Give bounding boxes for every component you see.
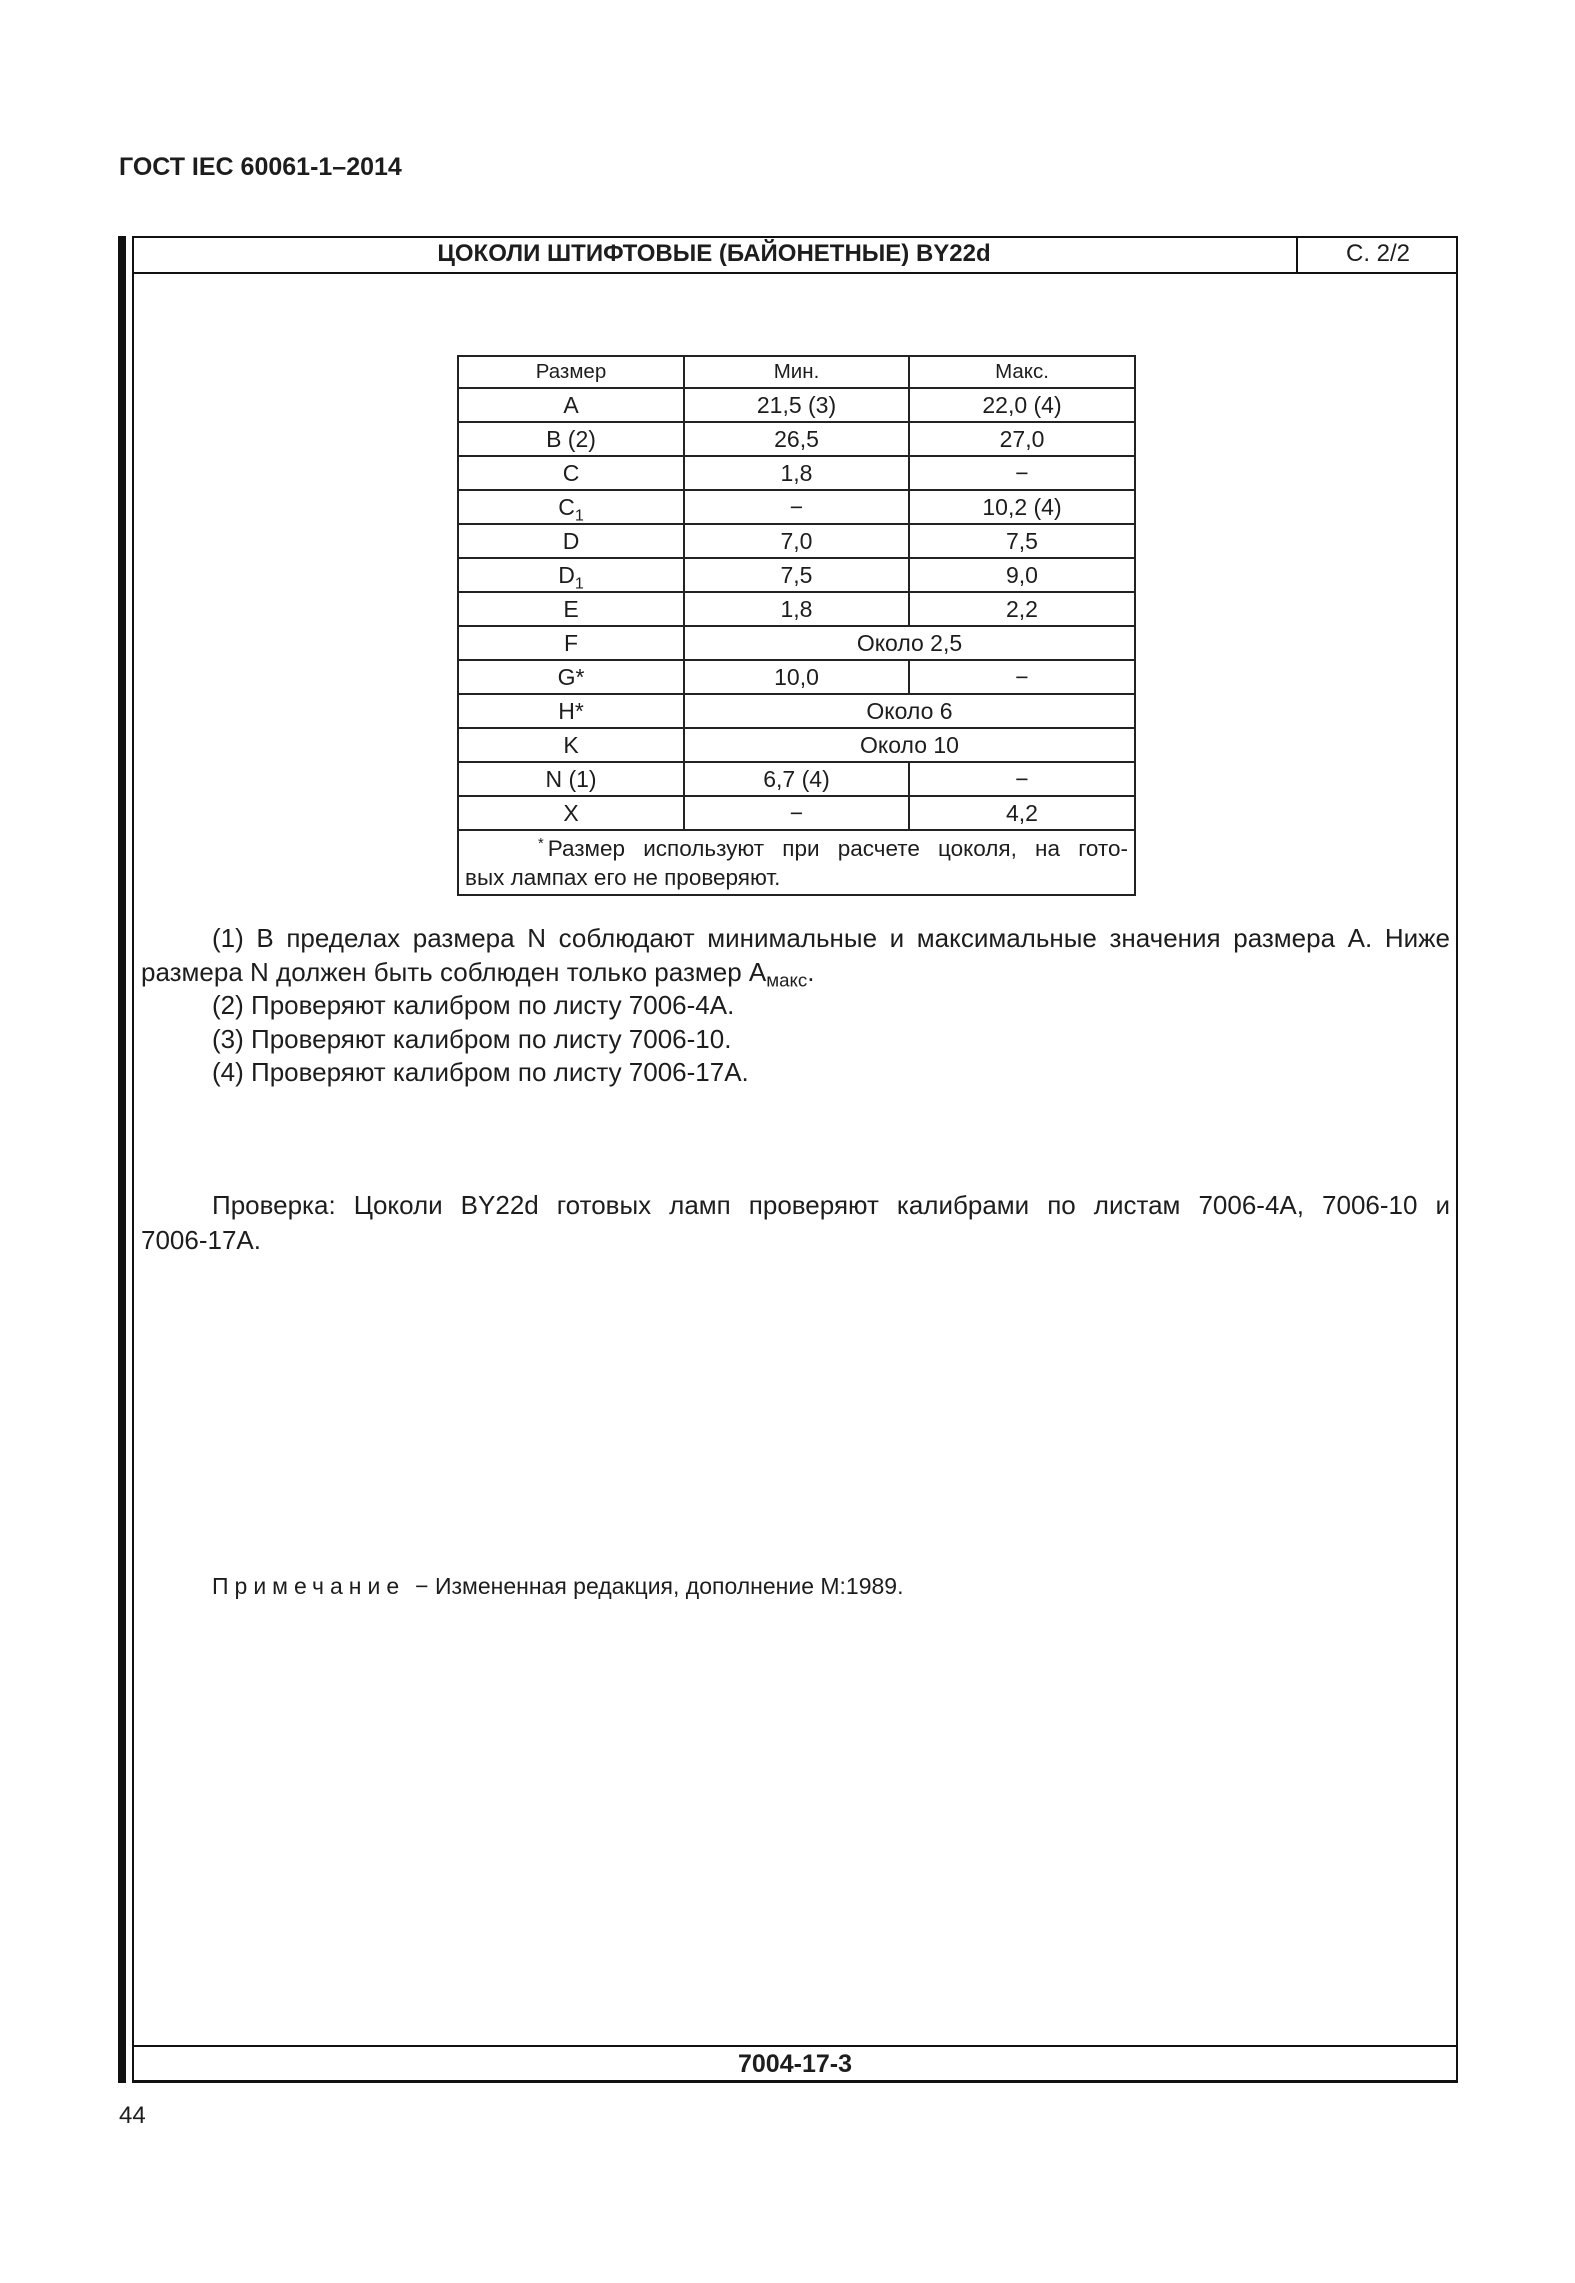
sheet-page-ref: С. 2/2 (1345, 240, 1411, 267)
cell-range: Около 6 (684, 694, 1135, 728)
sheet-number: 7004-17-3 (132, 2045, 1458, 2083)
table-row (458, 728, 1135, 762)
cell-max: 2,2 (909, 592, 1135, 626)
cell-size: C (458, 456, 684, 490)
check-line-1: Проверка: Цоколи BY22d готовых ламп проверяют калибрами по листам 7006-4A, 7006-10 и (212, 1190, 1450, 1220)
table-footnote-row (458, 830, 1135, 895)
table-row (458, 660, 1135, 694)
sheet-title: ЦОКОЛИ ШТИФТОВЫЕ (БАЙОНЕТНЫЕ) BY22d (132, 236, 1298, 272)
cell-min: 21,5 (3) (684, 388, 909, 422)
numbered-notes (141, 922, 1450, 1090)
cell-max: − (909, 456, 1135, 490)
header-min: Мин. (684, 356, 909, 388)
cell-min: 10,0 (684, 660, 909, 694)
cell-max: 22,0 (4) (909, 388, 1135, 422)
cell-size: H* (458, 694, 684, 728)
cell-range: Около 10 (684, 728, 1135, 762)
check-line-2: 7006-17A. (141, 1225, 261, 1255)
table-footnote (458, 830, 1135, 895)
table-row (458, 388, 1135, 422)
cell-max: 7,5 (909, 524, 1135, 558)
cell-size: A (458, 388, 684, 422)
cell-size (458, 490, 684, 524)
cell-max: − (909, 762, 1135, 796)
note-4: (4) Проверяют калибром по листу 7006-17A. (212, 1057, 749, 1087)
cell-range: Около 2,5 (684, 626, 1135, 660)
footnote-mark: * (538, 835, 544, 852)
cell-size: E (458, 592, 684, 626)
cell-size: B (2) (458, 422, 684, 456)
size-subscript: 1 (574, 506, 584, 525)
cell-size: K (458, 728, 684, 762)
cell-size: D (458, 524, 684, 558)
note-1-text: размера N должен быть соблюден только размер A (141, 956, 767, 987)
note-1-line-1: (1) В пределах размера N соблюдают минимальные и максимальные значения размера A. Ниже (212, 923, 1450, 953)
note-2: (2) Проверяют калибром по листу 7006-4A. (212, 990, 735, 1020)
cell-max: 4,2 (909, 796, 1135, 830)
header-size: Размер (458, 356, 684, 388)
note-1-subscript: макс (766, 969, 808, 991)
table-row (458, 796, 1135, 830)
cell-max: 27,0 (909, 422, 1135, 456)
note-1-line-2 (141, 956, 1450, 990)
remark-text: − Измененная редакция, дополнение М:1989. (415, 1573, 904, 1599)
sheet-title-row (132, 236, 1458, 274)
cell-max: 9,0 (909, 558, 1135, 592)
table-row (458, 422, 1135, 456)
table-row (458, 592, 1135, 626)
size-letter: C (558, 493, 575, 520)
cell-min: 1,8 (684, 592, 909, 626)
cell-size: X (458, 796, 684, 830)
cell-min: − (684, 796, 909, 830)
page-number: 44 (119, 2102, 146, 2129)
table-row (458, 762, 1135, 796)
remark (212, 1571, 904, 1601)
footnote-line: вых лампах его не проверяют. (465, 865, 781, 890)
table-row (458, 456, 1135, 490)
size-subscript: 1 (574, 574, 584, 593)
cell-max: − (909, 660, 1135, 694)
size-letter: D (558, 561, 575, 588)
cell-min: 6,7 (4) (684, 762, 909, 796)
note-3: (3) Проверяют калибром по листу 7006-10. (212, 1023, 732, 1054)
table-row (458, 558, 1135, 592)
cell-min: − (684, 490, 909, 524)
binding-bar (118, 236, 126, 2083)
header-max: Макс. (909, 356, 1135, 388)
footnote-line (465, 834, 1128, 863)
check-paragraph (141, 1188, 1450, 1258)
cell-max: 10,2 (4) (909, 490, 1135, 524)
footnote-text: Размер используют при расчете цоколя, на гото- (547, 836, 1128, 861)
dimensions-table (457, 355, 1136, 896)
table-row (458, 694, 1135, 728)
cell-min: 1,8 (684, 456, 909, 490)
cell-size: F (458, 626, 684, 660)
cell-size: N (1) (458, 762, 684, 796)
table-row (458, 524, 1135, 558)
standard-code: ГОСТ IEC 60061-1–2014 (119, 153, 402, 181)
remark-label: Примечание (212, 1573, 406, 1599)
table-header-row (458, 356, 1135, 388)
cell-min: 26,5 (684, 422, 909, 456)
cell-min: 7,0 (684, 524, 909, 558)
note-1-end: . (807, 956, 815, 987)
table-row (458, 626, 1135, 660)
cell-size: G* (458, 660, 684, 694)
table-row (458, 490, 1135, 524)
cell-size (458, 558, 684, 592)
cell-min: 7,5 (684, 558, 909, 592)
